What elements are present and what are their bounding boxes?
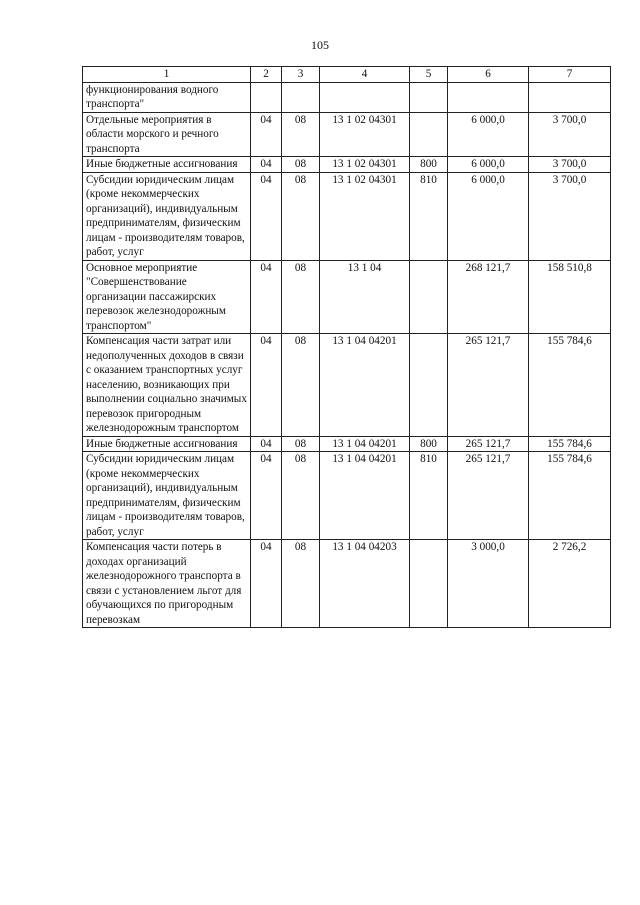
executed-amount-cell: 3 700,0 [529,112,611,157]
section-code-cell: 04 [251,157,282,173]
table-row [83,112,611,157]
row-name-cell: функционирования водного транспорта" [83,82,251,112]
expense-type-cell [410,82,448,112]
budget-table [82,66,611,628]
column-header: 3 [282,67,320,83]
planned-amount-cell: 3 000,0 [448,540,529,628]
subsection-code-cell: 08 [282,157,320,173]
executed-amount-cell [529,82,611,112]
expense-type-cell [410,540,448,628]
expense-type-cell: 800 [410,157,448,173]
table-row [83,172,611,260]
table-row [83,260,611,334]
expense-type-cell [410,112,448,157]
planned-amount-cell: 6 000,0 [448,172,529,260]
table-row [83,82,611,112]
executed-amount-cell: 3 700,0 [529,157,611,173]
executed-amount-cell: 158 510,8 [529,260,611,334]
subsection-code-cell: 08 [282,540,320,628]
executed-amount-cell: 155 784,6 [529,334,611,437]
column-header: 1 [83,67,251,83]
table-row [83,436,611,452]
subsection-code-cell [282,82,320,112]
expense-type-cell: 800 [410,436,448,452]
section-code-cell: 04 [251,112,282,157]
row-name-cell: Компенсация части затрат или недополученных доходов в связи с оказанием транспортных услуг населению, возникающих при выполнении социально значимых перевозок пригородным железнодорожным транспортом [83,334,251,437]
column-header: 4 [320,67,410,83]
expense-type-cell: 810 [410,172,448,260]
section-code-cell: 04 [251,540,282,628]
subsection-code-cell: 08 [282,436,320,452]
column-header: 2 [251,67,282,83]
row-name-cell: Субсидии юридическим лицам (кроме некоммерческих организаций), индивидуальным предпринимателям, физическим лицам - производителям товаров, работ, услуг [83,452,251,540]
target-article-cell: 13 1 04 [320,260,410,334]
subsection-code-cell: 08 [282,112,320,157]
table-header-row [83,67,611,83]
target-article-cell: 13 1 04 04203 [320,540,410,628]
section-code-cell: 04 [251,452,282,540]
column-header: 6 [448,67,529,83]
target-article-cell: 13 1 02 04301 [320,112,410,157]
executed-amount-cell: 3 700,0 [529,172,611,260]
table-row [83,334,611,437]
row-name-cell: Субсидии юридическим лицам (кроме некоммерческих организаций), индивидуальным предпринимателям, физическим лицам - производителям товаров, работ, услуг [83,172,251,260]
row-name-cell: Иные бюджетные ассигнования [83,436,251,452]
subsection-code-cell: 08 [282,172,320,260]
planned-amount-cell [448,82,529,112]
section-code-cell: 04 [251,172,282,260]
section-code-cell: 04 [251,436,282,452]
executed-amount-cell: 2 726,2 [529,540,611,628]
table-row [83,452,611,540]
subsection-code-cell: 08 [282,334,320,437]
planned-amount-cell: 265 121,7 [448,436,529,452]
expense-type-cell: 810 [410,452,448,540]
section-code-cell: 04 [251,334,282,437]
page-number: 105 [311,38,329,52]
executed-amount-cell: 155 784,6 [529,452,611,540]
target-article-cell: 13 1 02 04301 [320,157,410,173]
row-name-cell: Иные бюджетные ассигнования [83,157,251,173]
planned-amount-cell: 6 000,0 [448,157,529,173]
subsection-code-cell: 08 [282,452,320,540]
planned-amount-cell: 265 121,7 [448,334,529,437]
target-article-cell: 13 1 04 04201 [320,334,410,437]
planned-amount-cell: 268 121,7 [448,260,529,334]
target-article-cell [320,82,410,112]
target-article-cell: 13 1 04 04201 [320,452,410,540]
section-code-cell: 04 [251,260,282,334]
subsection-code-cell: 08 [282,260,320,334]
target-article-cell: 13 1 04 04201 [320,436,410,452]
section-code-cell [251,82,282,112]
column-header: 5 [410,67,448,83]
planned-amount-cell: 265 121,7 [448,452,529,540]
column-header: 7 [529,67,611,83]
row-name-cell: Отдельные мероприятия в области морского и речного транспорта [83,112,251,157]
row-name-cell: Компенсация части потерь в доходах организаций железнодорожного транспорта в связи с установлением льгот для обучающихся по пригородным перевозкам [83,540,251,628]
planned-amount-cell: 6 000,0 [448,112,529,157]
executed-amount-cell: 155 784,6 [529,436,611,452]
expense-type-cell [410,334,448,437]
table-row [83,540,611,628]
expense-type-cell [410,260,448,334]
row-name-cell: Основное мероприятие "Совершенствование организации пассажирских перевозок железнодорожным транспортом" [83,260,251,334]
table-row [83,157,611,173]
target-article-cell: 13 1 02 04301 [320,172,410,260]
